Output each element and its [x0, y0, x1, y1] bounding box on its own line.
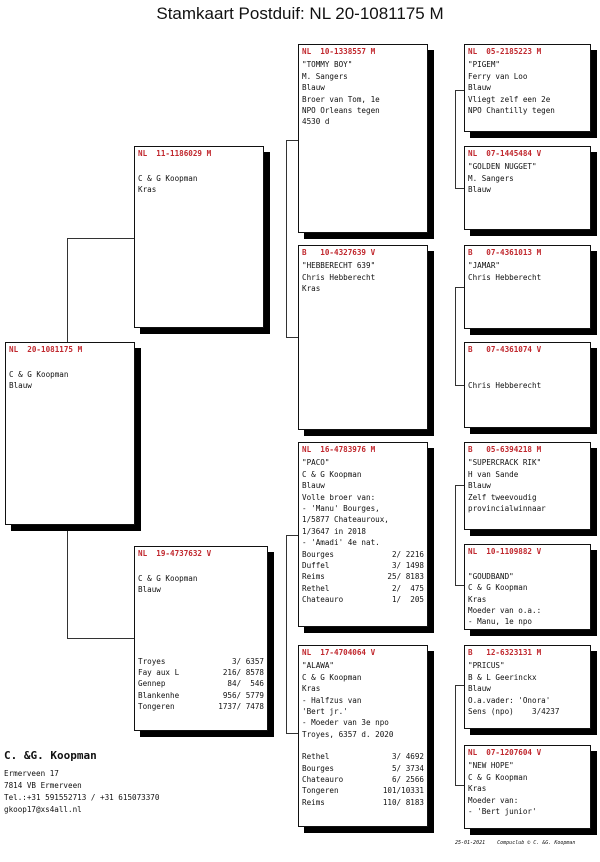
card-line: Moeder van o.a.:	[468, 606, 542, 616]
card-line: Sens (npo) 3/4237	[468, 707, 560, 717]
ring-number: NL 17-4704064 V	[302, 648, 376, 657]
race-result: 3/ 6357	[231, 656, 264, 666]
pigeon-card-sire[interactable]	[134, 146, 264, 328]
card-line: 'Bert jr.'	[302, 707, 348, 717]
ring-number: NL 11-1186029 M	[138, 149, 212, 158]
card-line: Chris Hebberecht	[468, 272, 542, 282]
card-line: C & G Koopman	[9, 369, 69, 379]
race-result-row	[302, 571, 424, 582]
card-line: Kras	[468, 594, 487, 604]
race-result: 6/ 2566	[391, 775, 424, 785]
connector	[286, 733, 298, 734]
ring-number: NL 16-4783976 M	[302, 445, 376, 454]
ring-number: B 05-6394218 M	[468, 445, 542, 454]
card-line: Kras	[468, 784, 487, 794]
card-line: Broer van Tom, 1e	[302, 94, 380, 104]
race-name: Rethel	[302, 752, 330, 762]
connector	[455, 685, 464, 686]
card-line: Chris Hebberecht	[468, 381, 542, 391]
card-line: provincialwinnaar	[468, 504, 546, 514]
race-name: Chateauro	[302, 775, 344, 785]
race-name: Bourges	[302, 763, 335, 773]
ring-number: NL 07-1445484 V	[468, 149, 542, 158]
card-line: C & G Koopman	[468, 583, 528, 593]
card-line: Volle broer van:	[302, 492, 376, 502]
card-line: "GOUDBAND"	[468, 571, 514, 581]
card-line: "ALAWA"	[302, 661, 335, 671]
race-result: 25/ 8183	[387, 572, 424, 582]
race-name: Rethel	[302, 583, 330, 593]
owner-phone: Tel.:+31 591552713 / +31 615073370	[4, 793, 160, 802]
connector	[286, 140, 287, 337]
stats-spacer	[138, 596, 264, 656]
race-result: 110/ 8183	[382, 797, 424, 807]
race-result-row	[302, 594, 424, 605]
race-result: 2/ 475	[391, 583, 424, 593]
card-line: H van Sande	[468, 469, 519, 479]
race-result-row	[138, 678, 264, 689]
ring-number: NL 20-1081175 M	[9, 345, 83, 354]
card-line: Chris Hebberecht	[302, 272, 376, 282]
card-line: "SUPERCRACK RIK"	[468, 458, 542, 468]
connector	[455, 90, 464, 91]
card-line: - Moeder van 3e npo	[302, 718, 389, 728]
race-result-row	[302, 549, 424, 560]
race-result-row	[302, 560, 424, 571]
connector	[67, 526, 68, 638]
card-line	[138, 161, 260, 172]
race-result-row	[138, 701, 264, 712]
card-line: Blauw	[468, 83, 491, 93]
card-line: Vliegt zelf een 2e	[468, 94, 551, 104]
pigeon-card-main[interactable]	[5, 342, 135, 525]
card-line	[468, 369, 587, 380]
pigeon-card-dss[interactable]	[464, 442, 591, 530]
card-line	[9, 357, 131, 368]
card-line	[138, 561, 264, 572]
pigeon-card-ssd[interactable]	[464, 146, 591, 230]
card-line: C & G Koopman	[138, 173, 198, 183]
connector	[455, 287, 464, 288]
card-line: Zelf tweevoudig	[468, 492, 537, 502]
race-result-row	[302, 785, 424, 796]
connector	[455, 287, 456, 385]
pigeon-card-dam-dam[interactable]	[298, 645, 428, 827]
card-line: Ferry van Loo	[468, 71, 528, 81]
pigeon-card-sire-dam[interactable]	[298, 245, 428, 430]
race-result: 84/ 546	[227, 679, 264, 689]
owner-name: C. &G. Koopman	[4, 749, 97, 762]
card-line: Moeder van:	[468, 795, 519, 805]
page-title: Stamkaart Postduif: NL 20-1081175 M	[156, 4, 444, 23]
race-result-row	[302, 583, 424, 594]
card-line: Blauw	[468, 185, 491, 195]
card-line: "PIGEM"	[468, 60, 501, 70]
card-line: O.a.vader: 'Onora'	[468, 695, 551, 705]
connector	[455, 90, 456, 188]
card-line: Troyes, 6357 d. 2020	[302, 729, 394, 739]
race-result-row	[138, 667, 264, 678]
race-name: Troyes	[138, 656, 166, 666]
owner-info	[4, 750, 159, 816]
pigeon-card-dam[interactable]	[134, 546, 268, 731]
race-result-row	[302, 797, 424, 808]
race-result-row	[302, 774, 424, 785]
race-result: 216/ 8578	[222, 668, 264, 678]
race-result-row	[302, 751, 424, 762]
connector	[286, 535, 287, 733]
connector	[455, 685, 456, 785]
race-name: Reims	[302, 797, 325, 807]
pigeon-card-dam-sire[interactable]	[298, 442, 428, 627]
connector	[286, 140, 298, 141]
ring-number: NL 07-1207604 V	[468, 748, 542, 757]
card-line: "NEW HOPE"	[468, 761, 514, 771]
race-name: Bourges	[302, 549, 335, 559]
ring-number: B 07-4361074 V	[468, 345, 542, 354]
card-line: - Manu, 1e npo	[468, 617, 533, 627]
ring-number: B 07-4361013 M	[468, 248, 542, 257]
race-result: 5/ 3734	[391, 763, 424, 773]
race-result: 3/ 4692	[391, 752, 424, 762]
connector	[286, 535, 298, 536]
race-result: 3/ 1498	[391, 561, 424, 571]
card-line: - 'Bert junior'	[468, 807, 537, 817]
connector	[455, 385, 464, 386]
ring-number: B 10-4327639 V	[302, 248, 376, 257]
connector	[67, 238, 68, 342]
ring-number: NL 05-2185223 M	[468, 47, 542, 56]
card-line	[468, 357, 587, 368]
ring-number: NL 10-1338557 M	[302, 47, 376, 56]
connector	[455, 485, 464, 486]
card-line: Blauw	[468, 481, 491, 491]
pigeon-card-dsd[interactable]	[464, 544, 591, 630]
card-line: - 'Manu' Bourges,	[302, 504, 380, 514]
card-line: - Halfzus van	[302, 695, 362, 705]
race-result: 956/ 5779	[222, 690, 264, 700]
card-line: - 'Amadi' 4e nat.	[302, 538, 380, 548]
connector	[455, 188, 464, 189]
card-line: 1/5877 Chateauroux,	[302, 515, 389, 525]
card-line: 1/3647 in 2018	[302, 526, 367, 536]
race-name: Gennep	[138, 679, 166, 689]
connector	[67, 238, 135, 239]
race-result-row	[138, 656, 264, 667]
connector	[455, 785, 464, 786]
race-result-row	[302, 763, 424, 774]
ring-number: B 12-6323131 M	[468, 648, 542, 657]
card-line: "PRICUS"	[468, 661, 505, 671]
card-line: "TOMMY BOY"	[302, 60, 353, 70]
race-name: Reims	[302, 572, 325, 582]
card-line: C & G Koopman	[302, 672, 362, 682]
card-line: Kras	[138, 185, 157, 195]
connector	[67, 638, 135, 639]
stats-spacer	[302, 740, 424, 751]
pigeon-card-dds[interactable]	[464, 645, 591, 729]
race-name: Duffel	[302, 561, 330, 571]
race-name: Fay aux L	[138, 668, 180, 678]
connector	[455, 585, 464, 586]
card-line: "JAMAR"	[468, 261, 501, 271]
pigeon-card-sds[interactable]	[464, 245, 591, 329]
pigeon-card-sdd[interactable]	[464, 342, 591, 428]
race-result: 1737/ 7478	[218, 702, 264, 712]
card-line: "HEBBERECHT 639"	[302, 261, 376, 271]
card-line: C & G Koopman	[302, 469, 362, 479]
race-name: Chateauro	[302, 595, 344, 605]
race-name: Blankenhe	[138, 690, 180, 700]
owner-address: Ermerveen 17	[4, 769, 59, 778]
card-line: "PACO"	[302, 458, 330, 468]
ring-number: NL 19-4737632 V	[138, 549, 212, 558]
pigeon-card-ddd[interactable]	[464, 745, 591, 829]
card-line: Kras	[302, 284, 321, 294]
race-result: 2/ 2216	[391, 549, 424, 559]
race-result: 101/10331	[382, 786, 424, 796]
card-line: Blauw	[468, 684, 491, 694]
owner-city: 7814 VB Ermerveen	[4, 781, 82, 790]
card-line: B & L Geerinckx	[468, 672, 537, 682]
race-name: Tongeren	[138, 702, 175, 712]
ring-number: NL 10-1109882 V	[468, 547, 542, 556]
connector	[286, 337, 298, 338]
connector	[455, 485, 456, 585]
card-line: "GOLDEN NUGGET"	[468, 162, 537, 172]
owner-email[interactable]: gkoop17@xs4all.nl	[4, 805, 82, 814]
card-line: M. Sangers	[302, 71, 348, 81]
race-result: 1/ 205	[391, 595, 424, 605]
card-line: M. Sangers	[468, 173, 514, 183]
card-line: 4530 d	[302, 117, 330, 127]
card-line: Blauw	[9, 381, 32, 391]
card-line: NPO Orleans tegen	[302, 106, 380, 116]
race-name: Tongeren	[302, 786, 339, 796]
pigeon-card-sss[interactable]	[464, 44, 591, 132]
card-line: Kras	[302, 684, 321, 694]
card-line: Blauw	[302, 481, 325, 491]
card-line	[468, 559, 587, 570]
card-line: Blauw	[302, 83, 325, 93]
race-result-row	[138, 690, 264, 701]
card-line: NPO Chantilly tegen	[468, 106, 555, 116]
card-line: C & G Koopman	[138, 573, 198, 583]
card-line: C & G Koopman	[468, 772, 528, 782]
footer-note: 25-01-2021 Compuclub © C. &G. Koopman	[455, 840, 576, 846]
pigeon-card-sire-sire[interactable]	[298, 44, 428, 233]
card-line: Blauw	[138, 585, 161, 595]
